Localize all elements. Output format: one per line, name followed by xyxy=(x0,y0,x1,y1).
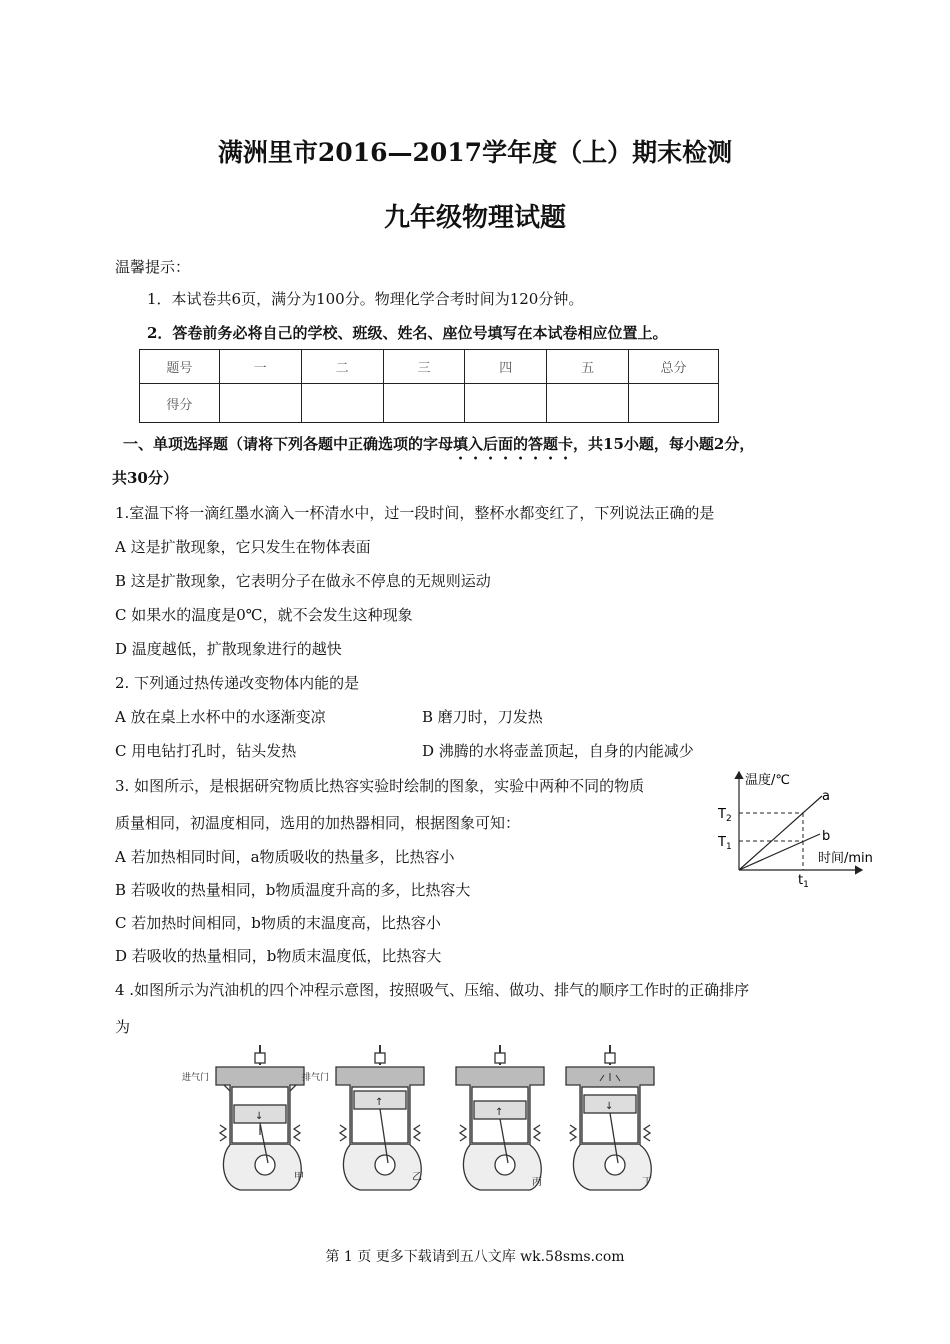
engine-label-bing: 丙 xyxy=(532,1177,542,1188)
engine-label-ding: 丁 xyxy=(642,1177,652,1188)
q4-stem-line2: 为 xyxy=(115,1018,131,1036)
exam-title: 满洲里市2016—2017学年度（上）期末检测 xyxy=(217,138,733,167)
graph-line-b-label: b xyxy=(822,829,831,844)
engine-label-jia: 甲 xyxy=(294,1172,304,1183)
svg-text:↑: ↑ xyxy=(375,1097,384,1108)
score-table xyxy=(139,349,719,423)
score-cell[interactable] xyxy=(629,384,719,423)
engine-yi xyxy=(336,1045,424,1190)
q1-option-d: D 温度越低，扩散现象进行的越快 xyxy=(115,640,342,658)
q4-stem-line1: 4 .如图所示为汽油机的四个冲程示意图，按照吸气、压缩、做功、排气的顺序工作时的正确排序 xyxy=(115,981,750,999)
score-cell[interactable] xyxy=(547,384,629,423)
section1-title-emphasis: 填入后面的答题卡 xyxy=(453,435,574,453)
q3-option-c: C 若加热时间相同，b物质的末温度高，比热容小 xyxy=(115,914,441,932)
q1-option-b: B 这是扩散现象，它表明分子在做永不停息的无规则运动 xyxy=(115,572,491,590)
svg-text:↑: ↑ xyxy=(495,1107,504,1118)
exhaust-valve-label: 排气门 xyxy=(302,1073,330,1083)
graph-t2-label: $T_2$ xyxy=(718,807,732,824)
exam-subtitle: 九年级物理试题 xyxy=(383,203,566,233)
score-header-cell: 题号 xyxy=(140,350,220,384)
q1-stem: 1.室温下将一滴红墨水滴入一杯清水中，过一段时间，整杯水都变红了，下列说法正确的是 xyxy=(115,504,715,522)
q1-option-a: A 这是扩散现象，它只发生在物体表面 xyxy=(115,538,371,556)
q2-option-b: B 磨刀时，刀发热 xyxy=(422,708,543,726)
q3-stem-line2: 质量相同，初温度相同，选用的加热器相同，根据图象可知： xyxy=(115,814,521,832)
score-header-cell: 二 xyxy=(301,350,383,384)
tips-label: 温馨提示： xyxy=(115,258,191,276)
q3-option-d: D 若吸收的热量相同，b物质末温度低，比热容大 xyxy=(115,947,442,965)
score-cell[interactable] xyxy=(465,384,547,423)
svg-text:↓: ↓ xyxy=(605,1101,614,1112)
graph-y-label: 温度/℃ xyxy=(745,773,790,788)
score-cell[interactable] xyxy=(219,384,301,423)
score-header-cell: 总分 xyxy=(629,350,719,384)
tip-item-1: 1．本试卷共6页，满分为100分。物理化学合考时间为120分钟。 xyxy=(147,290,584,308)
section1-title-line2: 共30分） xyxy=(112,469,178,487)
score-header-cell: 四 xyxy=(465,350,547,384)
engine-bing xyxy=(456,1045,544,1190)
intake-valve-label: 进气门 xyxy=(182,1073,210,1083)
score-header-cell: 五 xyxy=(547,350,629,384)
engine-jia xyxy=(216,1045,304,1190)
tip-item-2: 2．答卷前务必将自己的学校、班级、姓名、座位号填写在本试卷相应位置上。 xyxy=(147,324,668,342)
graph-line-a-label: a xyxy=(822,789,830,804)
q2-option-d: D 沸腾的水将壶盖顶起，自身的内能减少 xyxy=(422,742,694,760)
score-cell[interactable] xyxy=(301,384,383,423)
page-footer: 第 1 页 更多下载请到五八文库 wk.58sms.com xyxy=(325,1249,625,1265)
q4-engine-strokes-figure xyxy=(170,1045,670,1195)
q3-option-b: B 若吸收的热量相同，b物质温度升高的多，比热容大 xyxy=(115,881,471,899)
score-row-label: 得分 xyxy=(140,384,220,423)
graph-t-label: $t_1$ xyxy=(798,873,809,890)
q2-option-c: C 用电钻打孔时，钻头发热 xyxy=(115,742,297,760)
graph-x-label: 时间/min xyxy=(818,851,873,866)
q1-option-c: C 如果水的温度是0℃，就不会发生这种现象 xyxy=(115,606,413,624)
graph-line-b xyxy=(739,834,820,870)
q3-option-a: A 若加热相同时间，a物质吸收的热量多，比热容小 xyxy=(115,848,455,866)
graph-t1-label: $T_1$ xyxy=(718,835,732,852)
section1-title-b: ，共15小题，每小题2分， xyxy=(573,435,755,453)
q3-temperature-graph xyxy=(712,768,892,893)
score-table-score-row xyxy=(140,384,719,423)
score-table-header-row xyxy=(140,350,719,384)
score-header-cell: 一 xyxy=(219,350,301,384)
section1-title xyxy=(123,433,754,463)
svg-text:↓: ↓ xyxy=(255,1111,264,1122)
engine-label-yi: 乙 xyxy=(412,1172,422,1183)
q2-option-a: A 放在桌上水杯中的水逐渐变凉 xyxy=(115,708,326,726)
score-header-cell: 三 xyxy=(383,350,465,384)
score-cell[interactable] xyxy=(383,384,465,423)
q3-stem-line1: 3. 如图所示，是根据研究物质比热容实验时绘制的图象，实验中两种不同的物质 xyxy=(115,777,645,795)
section1-title-a: 一、单项选择题（请将下列各题中正确选项的字母 xyxy=(123,435,454,453)
engine-ding xyxy=(566,1045,654,1190)
q2-stem: 2. 下列通过热传递改变物体内能的是 xyxy=(115,674,360,692)
graph-line-a xyxy=(739,796,822,870)
